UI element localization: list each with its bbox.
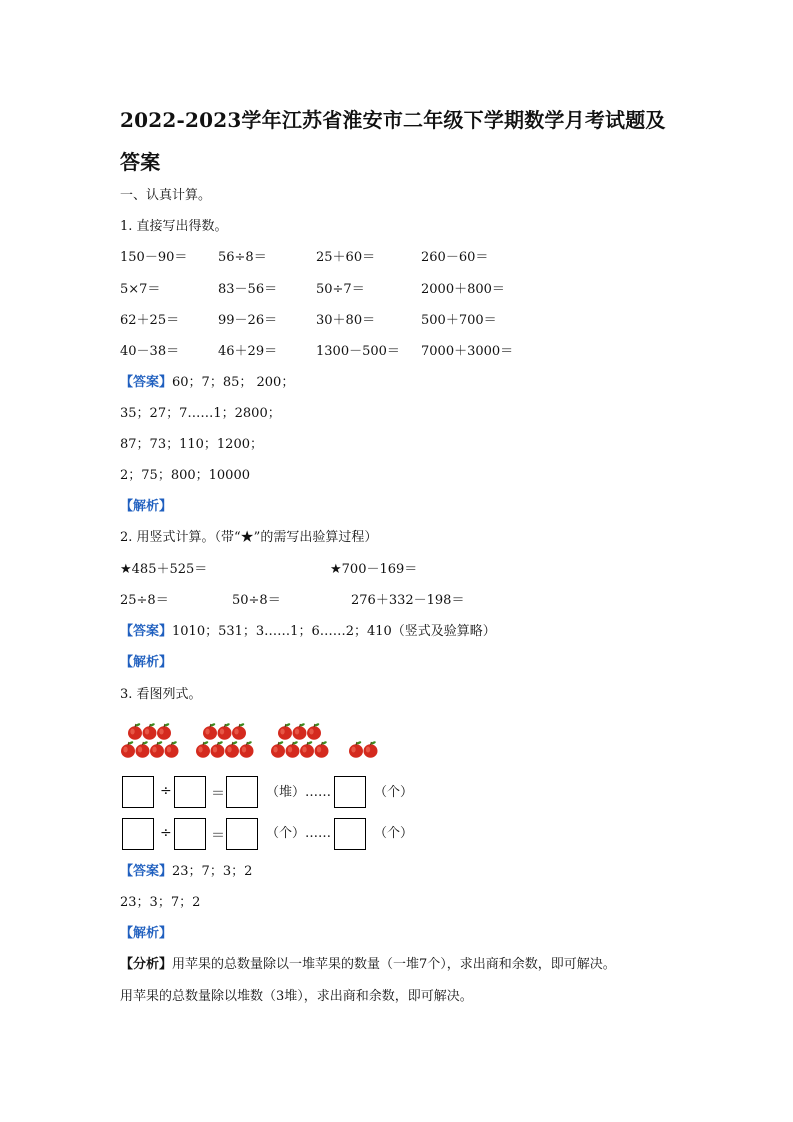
problem: 2000＋800＝ <box>421 282 505 297</box>
problem: 25÷8＝ <box>120 593 169 608</box>
apple-icon <box>218 723 232 740</box>
problem: 5×7＝ <box>120 282 161 297</box>
problem: 83－56＝ <box>218 282 278 297</box>
apple-icon <box>211 741 225 758</box>
analysis-text: 用苹果的总数量除以堆数（3堆），求出商和余数，即可解决。 <box>120 989 473 1004</box>
apple-icon <box>150 741 164 758</box>
answer-text: 35；27；7……1；2800； <box>120 406 281 421</box>
divide-sign: ÷ <box>160 783 172 799</box>
equals-sign: ＝ <box>211 828 225 844</box>
apple-group <box>196 723 254 758</box>
problem: 50÷8＝ <box>232 593 281 608</box>
problem: 30＋80＝ <box>316 313 376 328</box>
problem: 1300－500＝ <box>316 344 400 359</box>
q3-label: 3. 看图列式。 <box>120 687 202 702</box>
analysis-text: 用苹果的总数量除以一堆苹果的数量（一堆7个），求出商和余数，即可解决。 <box>172 957 616 972</box>
apple-group <box>121 723 179 758</box>
problem: 40－38＝ <box>120 344 180 359</box>
apple-icon <box>286 741 300 758</box>
answer-tag: 【答案】 <box>120 624 173 639</box>
answer-text: 2；75；800；10000 <box>120 468 250 483</box>
problem: 62＋25＝ <box>120 313 180 328</box>
answer-box[interactable] <box>122 776 154 808</box>
problem: ★700－169＝ <box>330 562 418 577</box>
answer-box[interactable] <box>226 776 258 808</box>
apple-icon <box>203 723 217 740</box>
answer-box[interactable] <box>226 818 258 850</box>
answer-box[interactable] <box>334 776 366 808</box>
apple-icon <box>293 723 307 740</box>
apple-icon <box>232 723 246 740</box>
answer-text: 60；7；85； 200； <box>172 375 295 390</box>
answer-box[interactable] <box>334 818 366 850</box>
divide-sign: ÷ <box>160 825 172 841</box>
answer-tag: 【答案】 <box>120 375 173 390</box>
q3-answer-line <box>120 864 252 880</box>
answer-box[interactable] <box>174 818 206 850</box>
apple-icon <box>143 723 157 740</box>
section-heading: 一、认真计算。 <box>120 188 212 203</box>
unit-label: （个）…… <box>266 826 332 841</box>
analysis-lead: 【分析】 <box>120 957 173 972</box>
problem: 7000＋3000＝ <box>421 344 514 359</box>
apple-group <box>349 741 378 758</box>
apple-icon <box>300 741 314 758</box>
unit-label: （堆）…… <box>266 785 332 800</box>
unit-label: （个） <box>374 785 414 800</box>
apple-icon <box>225 741 239 758</box>
apple-icon <box>136 741 150 758</box>
apple-icon <box>157 723 171 740</box>
apple-icon <box>240 741 254 758</box>
apple-icon <box>128 723 142 740</box>
doc-title-line1: 2022-2023学年江苏省淮安市二年级下学期数学月考试题及 <box>120 108 666 132</box>
q2-answer-line <box>120 624 496 640</box>
answer-text: 23；3；7；2 <box>120 895 201 910</box>
problem: 25＋60＝ <box>316 250 376 265</box>
apple-group <box>271 723 329 758</box>
q1-label: 1. 直接写出得数。 <box>120 219 228 234</box>
apple-icon <box>349 741 363 758</box>
answer-box[interactable] <box>122 818 154 850</box>
apple-icon <box>307 723 321 740</box>
doc-title-line2: 答案 <box>120 150 161 174</box>
analysis-tag: 【解析】 <box>120 499 173 514</box>
problem: 50÷7＝ <box>316 282 365 297</box>
answer-text: 1010；531；3……1；6……2；410（竖式及验算略） <box>172 624 496 639</box>
apple-icon <box>121 741 135 758</box>
q2-label: 2. 用竖式计算。（带“★”的需写出验算过程） <box>120 530 378 545</box>
equals-sign: ＝ <box>211 786 225 802</box>
problem: 46＋29＝ <box>218 344 278 359</box>
apple-icon <box>315 741 329 758</box>
analysis-tag: 【解析】 <box>120 655 173 670</box>
problem: 500＋700＝ <box>421 313 497 328</box>
q1-answer-line <box>120 375 294 391</box>
apple-icon <box>196 741 210 758</box>
apple-icon <box>271 741 285 758</box>
problem: 56÷8＝ <box>218 250 267 265</box>
apple-illustration <box>120 722 400 764</box>
apple-icon <box>165 741 179 758</box>
answer-tag: 【答案】 <box>120 864 173 879</box>
answer-text: 87；73；110；1200； <box>120 437 263 452</box>
unit-label: （个） <box>374 826 414 841</box>
problem: ★485＋525＝ <box>120 562 208 577</box>
analysis-tag: 【解析】 <box>120 926 173 941</box>
analysis-line <box>120 957 616 973</box>
answer-box[interactable] <box>174 776 206 808</box>
problem: 150－90＝ <box>120 250 188 265</box>
apple-icon <box>278 723 292 740</box>
apple-icon <box>364 741 378 758</box>
problem: 99－26＝ <box>218 313 278 328</box>
problem: 260－60＝ <box>421 250 489 265</box>
problem: 276＋332－198＝ <box>351 593 465 608</box>
answer-text: 23；7；3；2 <box>172 864 253 879</box>
